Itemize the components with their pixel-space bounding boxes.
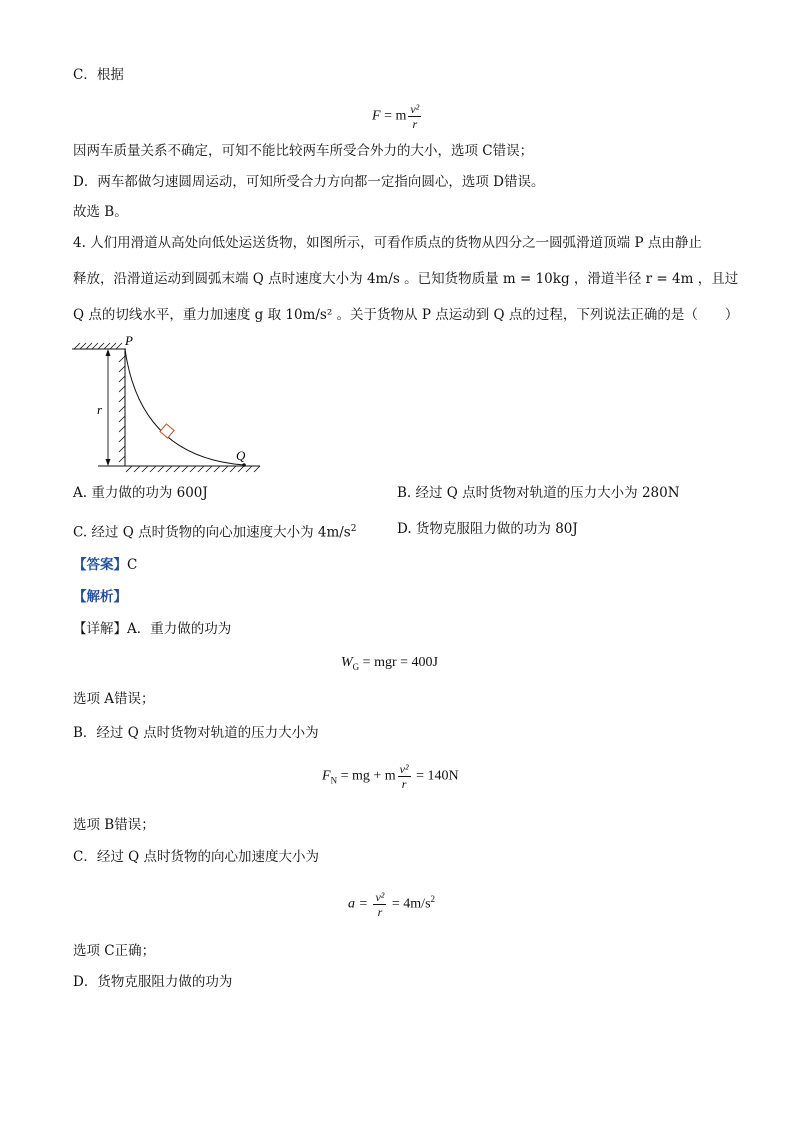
detail-a-result: 选项 A错误；: [73, 691, 155, 707]
option-c-text: C. 经过 Q 点时货物的向心加速度大小为 4m/s: [73, 524, 351, 541]
ceiling-hatch: [74, 343, 122, 349]
eq-a-lhs: W: [341, 655, 353, 670]
prev-d-text: D．两车都做匀速圆周运动，可知所受合力方向都一定指向圆心，选项 D错误。: [73, 174, 545, 190]
arc-track: [125, 349, 244, 465]
answer-label: 【答案】: [73, 557, 127, 573]
detail-a-text: A．重力做的功为: [127, 621, 232, 637]
option-c-sup: 2: [350, 524, 357, 534]
detail-a-intro: [73, 620, 231, 638]
q4-line3: Q 点的切线水平，重力加速度 g 取 10m/s² 。关于货物从 P 点运动到 Q 点的过程，下列说法正确的是（ ）: [73, 307, 739, 323]
eq-c-sup: 2: [430, 894, 436, 905]
answer-line: [73, 556, 137, 574]
prev-formula-fraction: [408, 102, 421, 131]
eq-c-den: r: [377, 905, 383, 919]
eq-b-num: v²: [399, 762, 409, 776]
eq-b-den: r: [401, 777, 407, 791]
eq-a-rhs: = mgr = 400J: [359, 655, 438, 670]
detail-label: 【详解】: [73, 621, 127, 637]
eq-c-rhs: = 4m/s: [388, 896, 431, 912]
option-b: B. 经过 Q 点时货物对轨道的压力大小为 280N: [397, 485, 680, 501]
radius-arrow-head-bottom: [106, 459, 111, 466]
eq-b-rhs: = 140N: [412, 768, 459, 784]
eq-work-gravity: [341, 655, 438, 675]
eq-b-fraction: [398, 762, 411, 791]
radius-arrow-head-top: [106, 349, 111, 356]
detail-d-intro: D．货物克服阻力做的功为: [73, 974, 233, 990]
label-r: r: [97, 402, 103, 417]
label-p: P: [125, 333, 133, 348]
eq-b-lhs: F: [322, 768, 331, 784]
option-d: D. 货物克服阻力做的功为 80J: [397, 521, 578, 537]
eq-c-fraction: [373, 890, 386, 919]
eq-b-sub: N: [330, 775, 338, 786]
prev-formula-num: v²: [410, 102, 420, 116]
prev-formula: [372, 102, 423, 131]
prev-formula-lhs: F: [372, 108, 381, 124]
eq-c-num: v²: [375, 890, 385, 904]
prev-formula-eq: = m: [380, 108, 407, 124]
prev-conclusion: 故选 B。: [73, 204, 128, 220]
answer-value: C: [127, 557, 138, 573]
detail-b-intro: B．经过 Q 点时货物对轨道的压力大小为: [73, 725, 319, 741]
detail-c-intro: C．经过 Q 点时货物的向心加速度大小为: [73, 849, 319, 865]
label-q: Q: [236, 448, 246, 463]
point-q: [242, 463, 246, 467]
wall-hatch: [119, 356, 125, 462]
slide-diagram: [68, 332, 268, 474]
prev-c-text: 因两车质量关系不确定，可知不能比较两车所受合外力的大小，选项 C错误；: [73, 143, 534, 159]
eq-centripetal: [348, 890, 435, 919]
prev-c-intro: C．根据: [73, 67, 124, 83]
detail-b-result: 选项 B错误；: [73, 817, 155, 833]
eq-b-mid: = mg + m: [337, 768, 396, 784]
option-c: [73, 520, 356, 542]
eq-c-lhs: a =: [348, 896, 372, 912]
analysis-label: 【解析】: [73, 589, 127, 605]
eq-a-sub: G: [352, 661, 360, 672]
eq-normal-force: [322, 762, 459, 791]
option-a: A. 重力做的功为 600J: [73, 485, 208, 501]
analysis-line: [73, 588, 127, 606]
detail-c-result: 选项 C正确；: [73, 943, 156, 959]
q4-line1: 4. 人们用滑道从高处向低处运送货物，如图所示，可看作质点的货物从四分之一圆弧滑道顶端 P 点由静止: [73, 235, 702, 251]
q4-line2: 释放，沿滑道运动到圆弧末端 Q 点时速度大小为 4m/s 。已知货物质量 m = 10kg ，滑道半径 r = 4m ，且过: [73, 271, 739, 287]
ground-hatch: [126, 466, 260, 472]
prev-formula-den: r: [412, 117, 418, 131]
cargo-block: [160, 424, 174, 438]
